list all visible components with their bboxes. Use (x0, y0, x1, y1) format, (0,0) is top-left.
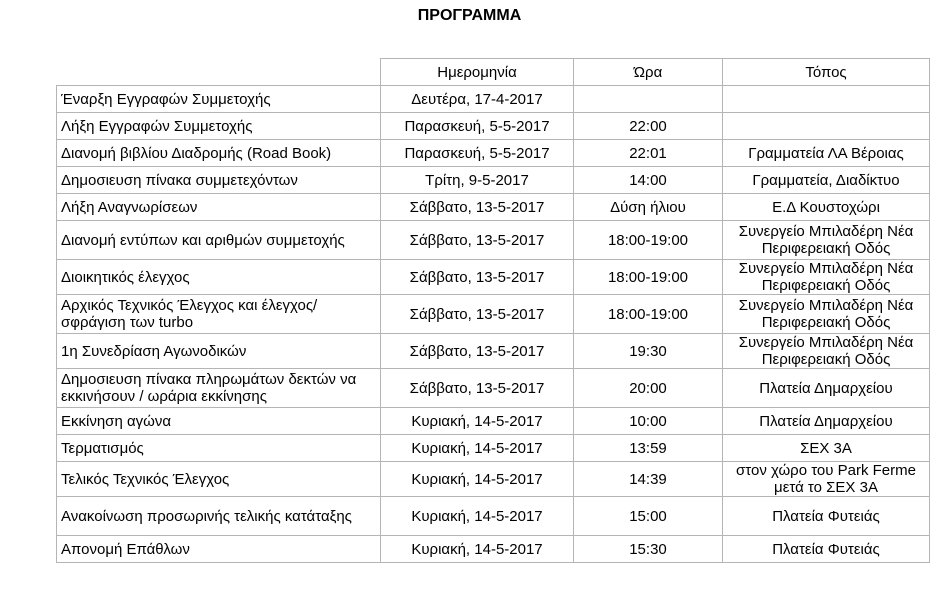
time-cell: Δύση ήλιου (574, 194, 723, 221)
date-cell: Κυριακή, 14-5-2017 (381, 462, 574, 497)
header-time: Ώρα (574, 59, 723, 86)
place-cell: Πλατεία Δημαρχείου (723, 369, 930, 408)
event-cell: Αρχικός Τεχνικός Έλεγχος και έλεγχος/σφράγιση των turbo (57, 295, 381, 334)
header-row (57, 59, 930, 86)
place-cell: Πλατεία Δημαρχείου (723, 408, 930, 435)
date-cell: Σάββατο, 13-5-2017 (381, 369, 574, 408)
table-row (57, 369, 930, 408)
event-cell: Έναρξη Εγγραφών Συμμετοχής (57, 86, 381, 113)
time-cell: 14:00 (574, 167, 723, 194)
place-cell: ΣΕΧ 3Α (723, 435, 930, 462)
date-cell: Δευτέρα, 17-4-2017 (381, 86, 574, 113)
page-title: ΠΡΟΓΡΑΜΜΑ (417, 7, 522, 24)
table-row (57, 497, 930, 536)
time-cell: 22:00 (574, 113, 723, 140)
event-cell: 1η Συνεδρίαση Αγωνοδικών (57, 334, 381, 369)
event-cell: Διανομή βιβλίου Διαδρομής (Road Book) (57, 140, 381, 167)
place-cell: Γραμματεία ΛΑ Βέροιας (723, 140, 930, 167)
event-cell: Λήξη Εγγραφών Συμμετοχής (57, 113, 381, 140)
table-row (57, 113, 930, 140)
table-row (57, 86, 930, 113)
event-cell: Τερματισμός (57, 435, 381, 462)
table-row (57, 194, 930, 221)
table-row (57, 462, 930, 497)
table-row (57, 408, 930, 435)
date-cell: Κυριακή, 14-5-2017 (381, 536, 574, 563)
time-cell: 10:00 (574, 408, 723, 435)
time-cell: 18:00-19:00 (574, 221, 723, 260)
place-cell: Πλατεία Φυτειάς (723, 497, 930, 536)
time-cell: 15:30 (574, 536, 723, 563)
time-cell: 13:59 (574, 435, 723, 462)
date-cell: Κυριακή, 14-5-2017 (381, 435, 574, 462)
time-cell: 14:39 (574, 462, 723, 497)
time-cell: 19:30 (574, 334, 723, 369)
place-cell: Πλατεία Φυτειάς (723, 536, 930, 563)
table-row (57, 295, 930, 334)
header-place: Τόπος (723, 59, 930, 86)
schedule-table (56, 58, 930, 563)
place-cell: Συνεργείο Μπιλαδέρη Νέα Περιφερειακή Οδός (723, 221, 930, 260)
event-cell: Διανομή εντύπων και αριθμών συμμετοχής (57, 221, 381, 260)
date-cell: Κυριακή, 14-5-2017 (381, 408, 574, 435)
table-row (57, 536, 930, 563)
date-cell: Σάββατο, 13-5-2017 (381, 194, 574, 221)
header-empty-cell (57, 59, 381, 86)
place-cell: Γραμματεία, Διαδίκτυο (723, 167, 930, 194)
time-cell (574, 86, 723, 113)
time-cell: 15:00 (574, 497, 723, 536)
date-cell: Τρίτη, 9-5-2017 (381, 167, 574, 194)
time-cell: 18:00-19:00 (574, 295, 723, 334)
place-cell: Συνεργείο Μπιλαδέρη Νέα Περιφερειακή Οδός (723, 334, 930, 369)
event-cell: Δημοσιευση πίνακα πληρωμάτων δεκτών να εκκινήσουν / ωράρια εκκίνησης (57, 369, 381, 408)
event-cell: Ανακοίνωση προσωρινής τελικής κατάταξης (57, 497, 381, 536)
event-cell: Διοικητικός έλεγχος (57, 260, 381, 295)
event-cell: Λήξη Αναγνωρίσεων (57, 194, 381, 221)
place-cell (723, 86, 930, 113)
event-cell: Απονομή Επάθλων (57, 536, 381, 563)
header-date: Ημερομηνία (381, 59, 574, 86)
place-cell: Ε.Δ Κουστοχώρι (723, 194, 930, 221)
table-row (57, 221, 930, 260)
table-row (57, 435, 930, 462)
event-cell: Τελικός Τεχνικός Έλεγχος (57, 462, 381, 497)
table-row (57, 260, 930, 295)
place-cell: στον χώρο του Park Ferme μετά το ΣΕΧ 3Α (723, 462, 930, 497)
event-cell: Δημοσιευση πίνακα συμμετεχόντων (57, 167, 381, 194)
time-cell: 18:00-19:00 (574, 260, 723, 295)
table-row (57, 334, 930, 369)
event-cell: Εκκίνηση αγώνα (57, 408, 381, 435)
date-cell: Κυριακή, 14-5-2017 (381, 497, 574, 536)
date-cell: Παρασκευή, 5-5-2017 (381, 140, 574, 167)
place-cell: Συνεργείο Μπιλαδέρη Νέα Περιφερειακή Οδός (723, 295, 930, 334)
time-cell: 22:01 (574, 140, 723, 167)
date-cell: Σάββατο, 13-5-2017 (381, 334, 574, 369)
time-cell: 20:00 (574, 369, 723, 408)
date-cell: Σάββατο, 13-5-2017 (381, 221, 574, 260)
place-cell (723, 113, 930, 140)
table-row (57, 167, 930, 194)
place-cell: Συνεργείο Μπιλαδέρη Νέα Περιφερειακή Οδός (723, 260, 930, 295)
date-cell: Παρασκευή, 5-5-2017 (381, 113, 574, 140)
date-cell: Σάββατο, 13-5-2017 (381, 260, 574, 295)
table-row (57, 140, 930, 167)
date-cell: Σάββατο, 13-5-2017 (381, 295, 574, 334)
